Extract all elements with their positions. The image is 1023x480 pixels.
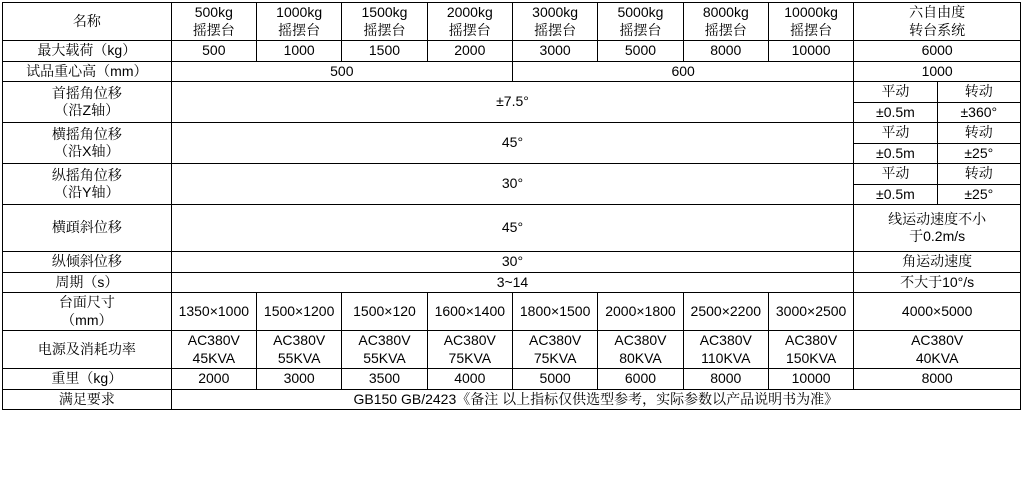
row-max-load-label: 最大载荷（kg） bbox=[3, 41, 172, 62]
row-power-v3-line1: AC380V bbox=[358, 332, 411, 348]
row-weight bbox=[3, 369, 1021, 390]
row-power-v2-line2: 55KVA bbox=[277, 349, 321, 366]
row-transverse-tilt-last-line1: 线运动速度不小 bbox=[888, 210, 987, 227]
row-pitch-sub-head-2: 转动 bbox=[937, 164, 1020, 185]
row-roll-label-line2: （沿X轴） bbox=[54, 143, 120, 159]
row-weight-v1: 2000 bbox=[171, 369, 256, 390]
row-cg-height-label: 试品重心高（mm） bbox=[3, 61, 172, 82]
row-table-size-v6: 2000×1800 bbox=[598, 293, 683, 331]
row-weight-v4: 4000 bbox=[427, 369, 512, 390]
row-table-size-v3: 1500×120 bbox=[342, 293, 427, 331]
row-power-v6-line1: AC380V bbox=[614, 332, 667, 348]
row-table-size-v4: 1600×1400 bbox=[427, 293, 512, 331]
row-yaw-sub-head-2: 转动 bbox=[937, 82, 1020, 103]
row-table-size-v7: 2500×2200 bbox=[683, 293, 768, 331]
row-table-size-label bbox=[3, 293, 172, 331]
header-col-2000kg-line2: 摇摆台 bbox=[448, 21, 491, 38]
row-power-v2 bbox=[256, 331, 341, 369]
row-power bbox=[3, 331, 1021, 369]
row-table-size-v2: 1500×1200 bbox=[256, 293, 341, 331]
header-col-six-dof-line1: 六自由度 bbox=[909, 4, 966, 20]
row-power-v2-line1: AC380V bbox=[273, 332, 326, 348]
row-table-size-v5: 1800×1500 bbox=[512, 293, 597, 331]
row-pitch-label-line1: 纵摇角位移 bbox=[51, 166, 122, 183]
row-power-v1-line2: 45KVA bbox=[192, 349, 236, 366]
row-transverse-tilt-last-line2: 于0.2m/s bbox=[909, 228, 966, 244]
row-power-v5-line1: AC380V bbox=[529, 332, 582, 348]
row-pitch-sub-val-2: ±25° bbox=[937, 184, 1020, 205]
row-power-v6-line2: 80KVA bbox=[619, 349, 662, 366]
row-table-size-label-line2: （mm） bbox=[61, 311, 113, 328]
row-yaw-value: ±7.5° bbox=[171, 82, 854, 123]
row-power-v8-line1: AC380V bbox=[785, 332, 838, 348]
row-power-v8 bbox=[768, 331, 853, 369]
row-max-load-v6: 5000 bbox=[598, 41, 683, 62]
row-requirement-label: 满足要求 bbox=[3, 389, 172, 410]
row-yaw-label-line2: （沿Z轴） bbox=[54, 102, 120, 118]
row-power-last bbox=[854, 331, 1021, 369]
row-longitudinal-tilt-last: 角运动速度 bbox=[854, 252, 1021, 273]
header-col-5000kg-line2: 摇摆台 bbox=[619, 21, 662, 38]
header-col-10000kg-line1: 10000kg bbox=[784, 4, 838, 20]
header-col-1000kg-line1: 1000kg bbox=[276, 4, 323, 20]
row-yaw-label bbox=[3, 82, 172, 123]
row-cg-height bbox=[3, 61, 1021, 82]
header-col-8000kg bbox=[683, 3, 768, 41]
row-power-v4 bbox=[427, 331, 512, 369]
row-max-load-v2: 1000 bbox=[256, 41, 341, 62]
header-col-1500kg-line2: 摇摆台 bbox=[363, 21, 406, 38]
header-col-10000kg-line2: 摇摆台 bbox=[790, 21, 833, 38]
row-pitch-value: 30° bbox=[171, 164, 854, 205]
header-col-3000kg-line2: 摇摆台 bbox=[534, 21, 577, 38]
row-power-v5 bbox=[512, 331, 597, 369]
header-col-5000kg bbox=[598, 3, 683, 41]
row-max-load-v1: 500 bbox=[171, 41, 256, 62]
header-col-8000kg-line1: 8000kg bbox=[702, 4, 749, 20]
row-period-label: 周期（s） bbox=[3, 272, 172, 293]
row-max-load-v3: 1500 bbox=[342, 41, 427, 62]
row-cg-height-last: 1000 bbox=[854, 61, 1021, 82]
row-pitch-head bbox=[3, 164, 1021, 185]
header-name-cell bbox=[3, 3, 172, 41]
row-weight-v8: 10000 bbox=[768, 369, 853, 390]
row-roll-value: 45° bbox=[171, 123, 854, 164]
row-table-size-v1: 1350×1000 bbox=[171, 293, 256, 331]
header-col-six-dof bbox=[854, 3, 1021, 41]
row-period-value: 3~14 bbox=[171, 272, 854, 293]
row-power-v1 bbox=[171, 331, 256, 369]
row-max-load-v4: 2000 bbox=[427, 41, 512, 62]
row-roll-label bbox=[3, 123, 172, 164]
row-pitch-label-line2: （沿Y轴） bbox=[54, 184, 120, 200]
row-power-v7-line1: AC380V bbox=[699, 332, 752, 348]
row-pitch-sub-val-1: ±0.5m bbox=[854, 184, 937, 205]
row-roll-sub-head-1: 平动 bbox=[854, 123, 937, 144]
header-name-label: 名称 bbox=[72, 12, 101, 29]
row-power-last-line1: AC380V bbox=[911, 332, 964, 348]
row-power-v6 bbox=[598, 331, 683, 369]
row-table-size-last: 4000×5000 bbox=[854, 293, 1021, 331]
row-power-v7-line2: 110KVA bbox=[701, 349, 751, 366]
row-period-last: 不大于10°/s bbox=[854, 272, 1021, 293]
specification-table bbox=[2, 2, 1021, 410]
row-roll-label-line1: 横摇角位移 bbox=[51, 125, 122, 142]
row-power-last-line2: 40KVA bbox=[915, 349, 959, 366]
row-max-load-v8: 10000 bbox=[768, 41, 853, 62]
row-power-v8-line2: 150KVA bbox=[785, 349, 837, 366]
row-transverse-tilt bbox=[3, 205, 1021, 252]
row-power-v3 bbox=[342, 331, 427, 369]
row-longitudinal-tilt-label: 纵倾斜位移 bbox=[3, 252, 172, 273]
row-roll-sub-head-2: 转动 bbox=[937, 123, 1020, 144]
header-col-500kg bbox=[171, 3, 256, 41]
row-weight-v6: 6000 bbox=[598, 369, 683, 390]
row-weight-label: 重里（kg） bbox=[3, 369, 172, 390]
row-max-load bbox=[3, 41, 1021, 62]
row-yaw-sub-val-1: ±0.5m bbox=[854, 102, 937, 123]
header-col-six-dof-line2: 转台系统 bbox=[909, 21, 966, 38]
row-period bbox=[3, 272, 1021, 293]
header-col-500kg-line2: 摇摆台 bbox=[192, 21, 235, 38]
row-yaw-label-line1: 首摇角位移 bbox=[51, 84, 122, 101]
header-col-3000kg bbox=[512, 3, 597, 41]
row-transverse-tilt-label: 横頙斜位移 bbox=[3, 205, 172, 252]
table-header-row bbox=[3, 3, 1021, 41]
row-longitudinal-tilt-value: 30° bbox=[171, 252, 854, 273]
row-weight-v7: 8000 bbox=[683, 369, 768, 390]
row-power-label: 电源及消耗功率 bbox=[3, 331, 172, 369]
row-roll-sub-val-2: ±25° bbox=[937, 143, 1020, 164]
row-max-load-v7: 8000 bbox=[683, 41, 768, 62]
row-yaw-sub-head-1: 平动 bbox=[854, 82, 937, 103]
row-pitch-label bbox=[3, 164, 172, 205]
row-table-size-label-line1: 台面尺寸 bbox=[58, 294, 115, 310]
header-col-2000kg-line1: 2000kg bbox=[446, 4, 493, 20]
row-power-v4-line1: AC380V bbox=[443, 332, 496, 348]
header-col-1000kg-line2: 摇摆台 bbox=[278, 21, 321, 38]
row-cg-height-left: 500 bbox=[171, 61, 512, 82]
row-weight-last: 8000 bbox=[854, 369, 1021, 390]
header-col-1500kg bbox=[342, 3, 427, 41]
row-pitch-sub-head-1: 平动 bbox=[854, 164, 937, 185]
header-col-1000kg bbox=[256, 3, 341, 41]
row-weight-v2: 3000 bbox=[256, 369, 341, 390]
header-col-3000kg-line1: 3000kg bbox=[532, 4, 579, 20]
row-roll-head bbox=[3, 123, 1021, 144]
header-col-1500kg-line1: 1500kg bbox=[361, 4, 408, 20]
row-max-load-last: 6000 bbox=[854, 41, 1021, 62]
row-power-v4-line2: 75KVA bbox=[448, 349, 492, 366]
row-cg-height-right: 600 bbox=[512, 61, 853, 82]
row-transverse-tilt-last bbox=[854, 205, 1021, 252]
row-table-size bbox=[3, 293, 1021, 331]
header-col-2000kg bbox=[427, 3, 512, 41]
header-col-500kg-line1: 500kg bbox=[194, 4, 233, 20]
row-weight-v3: 3500 bbox=[342, 369, 427, 390]
row-yaw-sub-val-2: ±360° bbox=[937, 102, 1020, 123]
row-transverse-tilt-value: 45° bbox=[171, 205, 854, 252]
row-table-size-v8: 3000×2500 bbox=[768, 293, 853, 331]
row-power-v7 bbox=[683, 331, 768, 369]
row-yaw-head bbox=[3, 82, 1021, 103]
row-roll-sub-val-1: ±0.5m bbox=[854, 143, 937, 164]
header-col-8000kg-line2: 摇摆台 bbox=[704, 21, 747, 38]
row-requirement-value: GB150 GB/2423《备注 以上指标仅供选型参考，实际参数以产品说明书为准》 bbox=[171, 389, 1020, 410]
row-longitudinal-tilt bbox=[3, 252, 1021, 273]
header-col-5000kg-line1: 5000kg bbox=[617, 4, 664, 20]
header-col-10000kg bbox=[768, 3, 853, 41]
row-power-v3-line2: 55KVA bbox=[363, 349, 406, 366]
row-requirement bbox=[3, 389, 1021, 410]
row-max-load-v5: 3000 bbox=[512, 41, 597, 62]
row-power-v5-line2: 75KVA bbox=[533, 349, 577, 366]
row-power-v1-line1: AC380V bbox=[187, 332, 240, 348]
row-weight-v5: 5000 bbox=[512, 369, 597, 390]
